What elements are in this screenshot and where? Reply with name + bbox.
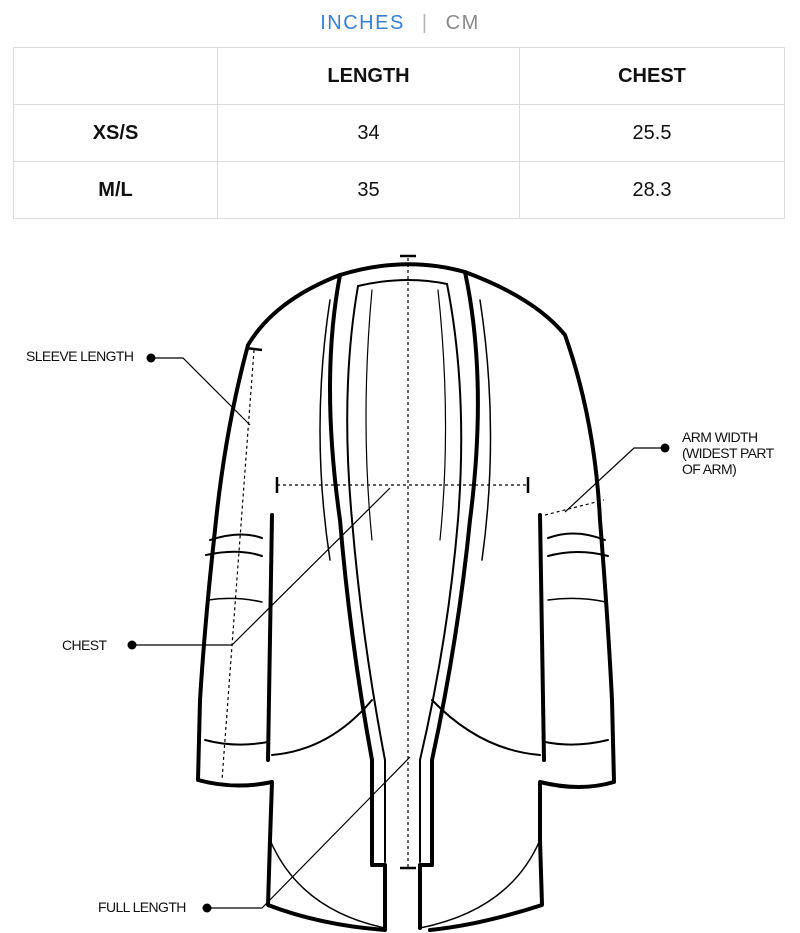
row-size: XS/S (14, 105, 218, 162)
arm-width-label-line2: (WIDEST PART (682, 445, 774, 461)
row-size: M/L (14, 162, 218, 219)
sleeve-length-label: SLEEVE LENGTH (26, 348, 134, 364)
chest-label: CHEST (62, 637, 107, 653)
unit-separator: | (421, 12, 429, 34)
arm-width-label-line3: OF ARM) (682, 461, 737, 477)
row-chest: 28.3 (520, 162, 785, 219)
row-chest: 25.5 (520, 105, 785, 162)
cm-tab[interactable]: CM (445, 12, 480, 34)
callout-dots (128, 354, 670, 913)
header-chest: CHEST (520, 48, 785, 105)
row-length: 34 (218, 105, 520, 162)
header-length: LENGTH (218, 48, 520, 105)
callout-leaders (132, 358, 665, 908)
full-length-label: FULL LENGTH (98, 899, 186, 915)
row-length: 35 (218, 162, 520, 219)
cardigan-outline (198, 264, 614, 930)
sleeve-length-guide (222, 350, 254, 780)
measurement-guides (222, 256, 604, 868)
arm-width-guide (545, 500, 604, 515)
inches-tab[interactable]: INCHES (320, 12, 405, 34)
arm-width-label: ARM WIDTH (682, 429, 758, 445)
